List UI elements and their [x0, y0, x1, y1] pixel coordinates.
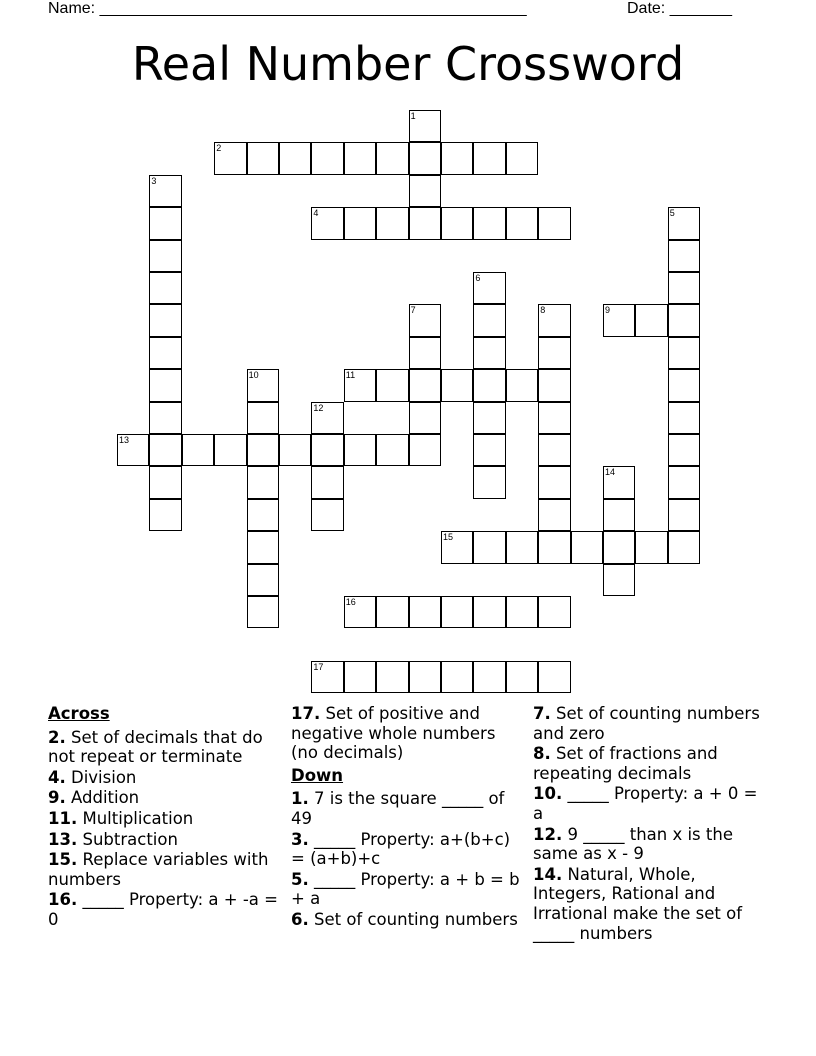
grid-cell[interactable] — [344, 369, 376, 401]
grid-cell[interactable] — [538, 596, 570, 628]
grid-cell[interactable] — [182, 434, 214, 466]
grid-cell[interactable] — [247, 142, 279, 174]
grid-cell[interactable] — [344, 596, 376, 628]
grid-cell[interactable] — [473, 207, 505, 239]
grid-cell[interactable] — [247, 531, 279, 563]
clues-column-1 — [48, 704, 284, 931]
grid-cell[interactable] — [311, 466, 343, 498]
clue-down-1: 1. 7 is the square _____ of 49 — [291, 789, 505, 828]
grid-cell[interactable] — [635, 304, 667, 336]
grid-cell[interactable] — [506, 531, 538, 563]
grid-cell[interactable] — [538, 531, 570, 563]
down-heading: Down — [291, 765, 344, 785]
clue-number: 9 — [605, 305, 611, 316]
clue-down-6: 6. Set of counting numbers — [291, 909, 518, 929]
grid-cell[interactable] — [506, 207, 538, 239]
grid-cell[interactable] — [409, 142, 441, 174]
grid-cell[interactable] — [668, 466, 700, 498]
grid-cell[interactable] — [344, 207, 376, 239]
grid-cell[interactable] — [473, 272, 505, 304]
grid-cell[interactable] — [344, 434, 376, 466]
grid-cell[interactable] — [473, 142, 505, 174]
clue-number: 16 — [345, 597, 356, 607]
grid-cell[interactable] — [473, 304, 505, 336]
grid-cell[interactable] — [668, 369, 700, 401]
grid-cell[interactable] — [247, 564, 279, 596]
grid-cell[interactable] — [149, 207, 181, 239]
clue-across-13: 13. Subtraction — [48, 829, 178, 849]
grid-cell[interactable] — [441, 369, 473, 401]
grid-cell[interactable] — [538, 369, 570, 401]
grid-cell[interactable] — [376, 142, 408, 174]
clue-down-14: 14. Natural, Whole, Integers, Rational and Irrational make the set of _____ numbers — [533, 864, 743, 943]
name-field-label: Name: ________________________________________________ — [48, 0, 527, 17]
grid-cell[interactable] — [538, 466, 570, 498]
clues-column-2 — [291, 704, 527, 931]
clue-number: 4 — [313, 208, 319, 219]
grid-cell[interactable] — [603, 304, 635, 336]
grid-cell[interactable] — [409, 369, 441, 401]
clue-number: 13 — [119, 435, 130, 445]
grid-cell[interactable] — [538, 304, 570, 336]
grid-cell[interactable] — [473, 402, 505, 434]
grid-cell[interactable] — [538, 661, 570, 693]
grid-cell[interactable] — [247, 402, 279, 434]
grid-cell[interactable] — [603, 564, 635, 596]
grid-cell[interactable] — [149, 175, 181, 207]
clue-number: 3 — [151, 175, 157, 186]
grid-cell[interactable] — [376, 596, 408, 628]
grid-cell[interactable] — [668, 207, 700, 239]
grid-cell[interactable] — [603, 499, 635, 531]
grid-cell[interactable] — [149, 466, 181, 498]
clue-number: 14 — [605, 467, 616, 478]
clue-number: 1 — [410, 111, 416, 121]
grid-cell[interactable] — [571, 531, 603, 563]
grid-cell[interactable] — [506, 596, 538, 628]
grid-cell[interactable] — [506, 661, 538, 693]
grid-cell[interactable] — [311, 661, 343, 693]
grid-cell[interactable] — [668, 337, 700, 369]
grid-cell[interactable] — [247, 499, 279, 531]
grid-cell[interactable] — [311, 402, 343, 434]
grid-cell[interactable] — [214, 142, 246, 174]
grid-cell[interactable] — [149, 337, 181, 369]
grid-cell[interactable] — [247, 466, 279, 498]
grid-cell[interactable] — [441, 531, 473, 563]
grid-cell[interactable] — [409, 434, 441, 466]
grid-cell[interactable] — [149, 240, 181, 272]
clue-number: 6 — [475, 273, 481, 283]
grid-cell[interactable] — [506, 142, 538, 174]
grid-cell[interactable] — [117, 434, 149, 466]
grid-cell[interactable] — [409, 402, 441, 434]
grid-cell[interactable] — [538, 434, 570, 466]
clue-down-5: 5. _____ Property: a + b = b + a — [291, 869, 520, 909]
grid-cell[interactable] — [441, 596, 473, 628]
grid-cell[interactable] — [635, 531, 667, 563]
grid-cell[interactable] — [409, 337, 441, 369]
grid-cell[interactable] — [311, 499, 343, 531]
clue-across-15: 15. Replace variables with numbers — [48, 850, 269, 889]
grid-cell[interactable] — [603, 531, 635, 563]
grid-cell[interactable] — [344, 661, 376, 693]
grid-cell[interactable] — [506, 369, 538, 401]
grid-cell[interactable] — [538, 499, 570, 531]
grid-cell[interactable] — [668, 434, 700, 466]
date-field-label: Date: _______ — [627, 0, 732, 17]
clue-down-8: 8. Set of fractions and repeating decimals — [533, 744, 718, 783]
clue-down-3: 3. _____ Property: a+(b+c) = (a+b)+c — [291, 829, 511, 869]
grid-cell[interactable] — [149, 272, 181, 304]
clue-number: 11 — [345, 370, 356, 381]
grid-cell[interactable] — [376, 207, 408, 239]
clue-number: 8 — [540, 305, 546, 316]
grid-cell[interactable] — [441, 142, 473, 174]
clue-number: 17 — [313, 661, 324, 672]
grid-cell[interactable] — [441, 207, 473, 239]
clue-number: 12 — [313, 402, 324, 413]
grid-cell[interactable] — [409, 661, 441, 693]
clue-down-12: 12. 9 _____ than x is the same as x - 9 — [533, 824, 733, 864]
grid-cell[interactable] — [311, 207, 343, 239]
grid-cell[interactable] — [311, 142, 343, 174]
grid-cell[interactable] — [409, 304, 441, 336]
clue-down-7: 7. Set of counting numbers and zero — [533, 704, 760, 743]
grid-cell[interactable] — [149, 304, 181, 336]
grid-cell[interactable] — [149, 369, 181, 401]
grid-cell[interactable] — [214, 434, 246, 466]
clue-across-4: 4. Division — [48, 767, 137, 787]
grid-cell[interactable] — [409, 207, 441, 239]
grid-cell[interactable] — [409, 596, 441, 628]
grid-cell[interactable] — [149, 402, 181, 434]
clue-across-2: 2. Set of decimals that do not repeat or terminate — [48, 727, 263, 767]
clue-number: 5 — [669, 208, 675, 219]
clue-across-9: 9. Addition — [48, 788, 140, 808]
grid-cell[interactable] — [538, 402, 570, 434]
page-title: Real Number Crossword — [131, 37, 685, 91]
grid-cell[interactable] — [344, 142, 376, 174]
clue-number: 15 — [443, 532, 454, 543]
clue-across-16: 16. _____ Property: a + -a = 0 — [48, 890, 278, 929]
clue-number: 10 — [248, 370, 259, 381]
clue-across-11: 11. Multiplication — [48, 808, 194, 828]
grid-cell[interactable] — [247, 369, 279, 401]
grid-cell[interactable] — [668, 402, 700, 434]
grid-cell[interactable] — [668, 499, 700, 531]
grid-cell[interactable] — [409, 110, 441, 142]
grid-cell[interactable] — [473, 531, 505, 563]
clue-down-10: 10. _____ Property: a + 0 = a — [533, 784, 758, 823]
grid-cell[interactable] — [376, 369, 408, 401]
grid-cell[interactable] — [668, 304, 700, 336]
grid-cell[interactable] — [441, 661, 473, 693]
grid-cell[interactable] — [149, 434, 181, 466]
grid-cell[interactable] — [668, 240, 700, 272]
grid-cell[interactable] — [473, 337, 505, 369]
across-heading: Across — [48, 704, 110, 723]
grid-cell[interactable] — [538, 207, 570, 239]
grid-cell[interactable] — [538, 337, 570, 369]
grid-cell[interactable] — [603, 466, 635, 498]
clue-number: 7 — [410, 305, 416, 316]
grid-cell[interactable] — [668, 531, 700, 563]
grid-cell[interactable] — [376, 434, 408, 466]
grid-cell[interactable] — [247, 596, 279, 628]
clue-number: 2 — [216, 143, 222, 154]
clues-column-3 — [533, 704, 769, 944]
clue-across-17: 17. Set of positive and negative whole numbers (no decimals) — [291, 704, 496, 763]
grid-cell[interactable] — [668, 272, 700, 304]
grid-cell[interactable] — [473, 466, 505, 498]
grid-cell[interactable] — [473, 596, 505, 628]
grid-cell[interactable] — [473, 661, 505, 693]
grid-cell[interactable] — [473, 434, 505, 466]
grid-cell[interactable] — [473, 369, 505, 401]
grid-cell[interactable] — [247, 434, 279, 466]
grid-cell[interactable] — [311, 434, 343, 466]
grid-cell[interactable] — [279, 434, 311, 466]
grid-cell[interactable] — [149, 499, 181, 531]
grid-cell[interactable] — [376, 661, 408, 693]
grid-cell[interactable] — [279, 142, 311, 174]
grid-cell[interactable] — [409, 175, 441, 207]
